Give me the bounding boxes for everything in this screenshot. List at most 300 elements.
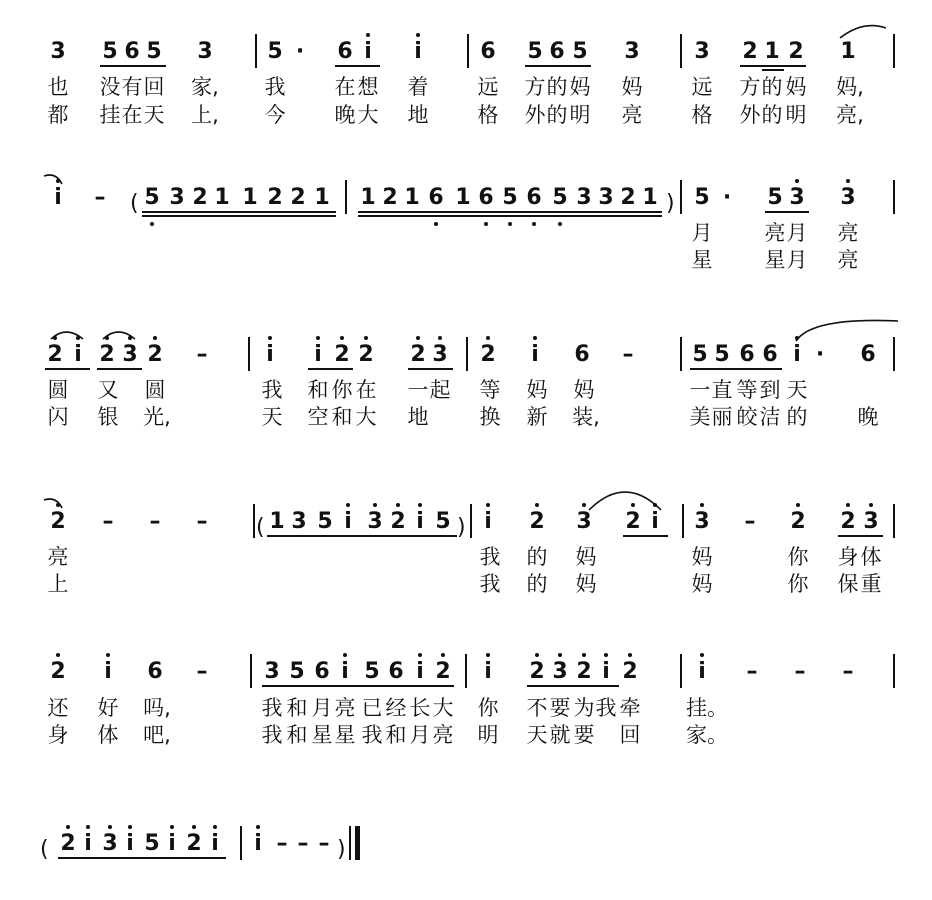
beam-underline bbox=[408, 368, 453, 370]
lyric: 在 bbox=[355, 378, 377, 402]
note: – bbox=[196, 659, 208, 684]
lyric: 亮 bbox=[47, 545, 69, 569]
note bbox=[46, 660, 70, 684]
note: 6 bbox=[480, 39, 496, 64]
bar-line bbox=[467, 34, 469, 68]
lyric: 圆 bbox=[144, 378, 166, 402]
lyric: 你 bbox=[331, 378, 353, 402]
octave-dot bbox=[343, 653, 347, 657]
octave-dot bbox=[128, 825, 132, 829]
tie-arc bbox=[42, 172, 66, 188]
lyric: 光, bbox=[143, 405, 171, 429]
lyric: 我 bbox=[261, 378, 283, 402]
octave-dot bbox=[373, 503, 377, 507]
note: 1 bbox=[840, 39, 856, 64]
bar-line bbox=[250, 654, 252, 688]
lyric: 的 bbox=[786, 405, 808, 429]
lyric: 地 bbox=[407, 405, 429, 429]
note-digit: 2 bbox=[147, 342, 163, 367]
octave-dot bbox=[106, 653, 110, 657]
note: 1 bbox=[764, 39, 780, 64]
note-digit: 2 bbox=[840, 509, 856, 534]
note-digit: i bbox=[651, 509, 659, 534]
note-digit: 2 bbox=[390, 509, 406, 534]
repeat-paren: ) bbox=[666, 191, 675, 216]
note bbox=[408, 660, 432, 684]
octave-dot bbox=[486, 653, 490, 657]
note: 6 bbox=[388, 659, 404, 684]
lyric: 一 bbox=[407, 378, 429, 402]
note bbox=[572, 510, 596, 534]
note bbox=[46, 510, 70, 534]
lyric: 没 bbox=[99, 75, 121, 99]
bar-line bbox=[465, 654, 467, 688]
beam-underline bbox=[142, 215, 336, 217]
beam-underline bbox=[740, 65, 806, 67]
note bbox=[621, 510, 645, 534]
lyric: 和 bbox=[286, 696, 308, 720]
lyric: 我 bbox=[479, 545, 501, 569]
note: 3 bbox=[264, 659, 280, 684]
lyric: 亮 bbox=[621, 103, 643, 127]
note-digit: 3 bbox=[694, 509, 710, 534]
note-digit: 2 bbox=[480, 342, 496, 367]
lyric: 妈 bbox=[691, 545, 713, 569]
note: – bbox=[318, 831, 330, 856]
note: – bbox=[842, 659, 854, 684]
repeat-paren: ) bbox=[337, 837, 346, 862]
note: 5 bbox=[144, 831, 160, 856]
beam-underline bbox=[267, 535, 457, 537]
note: 5 bbox=[317, 509, 333, 534]
octave-dot bbox=[418, 653, 422, 657]
note-digit: 2 bbox=[99, 342, 115, 367]
note-digit: i bbox=[211, 831, 219, 856]
octave-dot bbox=[535, 653, 539, 657]
lyric: 身 bbox=[837, 545, 859, 569]
lyric: 的 bbox=[761, 75, 783, 99]
lyric: 长 bbox=[409, 696, 431, 720]
note: 1 bbox=[455, 185, 471, 210]
octave-dot bbox=[846, 179, 850, 183]
note-digit: 5 bbox=[144, 185, 160, 210]
note bbox=[354, 343, 378, 367]
lyric: 你 bbox=[477, 696, 499, 720]
beam-underline bbox=[100, 65, 166, 67]
lyric: 一 bbox=[689, 378, 711, 402]
lyric: 挂 bbox=[99, 103, 121, 127]
lyric: 在 bbox=[334, 75, 356, 99]
note: 5 bbox=[767, 185, 783, 210]
lyric: 大 bbox=[357, 103, 379, 127]
note: 2 bbox=[620, 185, 636, 210]
lyric: 体 bbox=[860, 545, 882, 569]
note: · bbox=[295, 39, 305, 64]
lyric: 到 bbox=[759, 378, 781, 402]
note-digit: 2 bbox=[435, 659, 451, 684]
lyric: 皎 bbox=[736, 405, 758, 429]
note: 5 bbox=[102, 39, 118, 64]
lyric: 的 bbox=[526, 572, 548, 596]
note bbox=[643, 510, 667, 534]
lyric: 的 bbox=[526, 545, 548, 569]
lyric: 我 bbox=[261, 696, 283, 720]
lyric: 晚 bbox=[334, 103, 356, 127]
note: 2 bbox=[192, 185, 208, 210]
bar-line bbox=[466, 337, 468, 371]
note: 2 bbox=[742, 39, 758, 64]
lyric: 就 bbox=[549, 723, 571, 747]
note: – bbox=[744, 509, 756, 534]
lyric: 换 bbox=[479, 405, 501, 429]
octave-dot bbox=[796, 503, 800, 507]
note-digit: 2 bbox=[47, 342, 63, 367]
lyrics-row-5-verse-2 bbox=[0, 722, 932, 748]
note bbox=[594, 660, 618, 684]
note bbox=[836, 510, 860, 534]
note: 6 bbox=[860, 342, 876, 367]
note bbox=[363, 510, 387, 534]
note: 1 bbox=[214, 185, 230, 210]
lyric: 起 bbox=[429, 378, 451, 402]
bar-line bbox=[680, 337, 682, 371]
octave-dot bbox=[700, 503, 704, 507]
note bbox=[428, 343, 452, 367]
note-digit: 2 bbox=[334, 342, 350, 367]
lyrics-row-1-verse-2 bbox=[0, 102, 932, 128]
lyric: 我 bbox=[479, 572, 501, 596]
note bbox=[786, 510, 810, 534]
note bbox=[406, 40, 430, 64]
note-digit: i bbox=[414, 39, 422, 64]
lyric: 我 bbox=[261, 723, 283, 747]
note bbox=[523, 343, 547, 367]
note: – bbox=[102, 509, 114, 534]
lyric: 要 bbox=[573, 723, 595, 747]
note bbox=[408, 510, 432, 534]
lyric: 经 bbox=[385, 696, 407, 720]
note-digit: 3 bbox=[576, 509, 592, 534]
lyric: 丽 bbox=[711, 405, 733, 429]
bar-line bbox=[680, 654, 682, 688]
note bbox=[548, 660, 572, 684]
octave-dot bbox=[628, 653, 632, 657]
note: 1 bbox=[642, 185, 658, 210]
lyric: 妈 bbox=[575, 545, 597, 569]
repeat-paren: ( bbox=[40, 837, 49, 862]
lyric: 妈 bbox=[526, 378, 548, 402]
lyric: 你 bbox=[787, 572, 809, 596]
note bbox=[333, 660, 357, 684]
slur-arc bbox=[48, 327, 88, 341]
beam-underline bbox=[142, 211, 336, 213]
note: · bbox=[722, 185, 732, 210]
lyric: 亮 bbox=[837, 221, 859, 245]
bar-line bbox=[248, 337, 250, 371]
lyric: 圆 bbox=[47, 378, 69, 402]
lyric: 家, bbox=[191, 75, 219, 99]
note: 5 bbox=[267, 39, 283, 64]
slur-arc bbox=[100, 327, 140, 341]
tie-arc bbox=[792, 317, 902, 343]
lyric: 格 bbox=[691, 103, 713, 127]
lyric: 体 bbox=[97, 723, 119, 747]
note: 5 bbox=[694, 185, 710, 210]
note: 3 bbox=[598, 185, 614, 210]
lyric: 你 bbox=[787, 545, 809, 569]
lyric: 还 bbox=[47, 696, 69, 720]
note-digit: i bbox=[254, 831, 262, 856]
note: 1 bbox=[269, 509, 285, 534]
lyric: 在 bbox=[121, 103, 143, 127]
octave-dot bbox=[340, 336, 344, 340]
note-digit: i bbox=[602, 659, 610, 684]
note bbox=[76, 832, 100, 856]
lyric: 等 bbox=[479, 378, 501, 402]
note-digit: 2 bbox=[622, 659, 638, 684]
note bbox=[572, 660, 596, 684]
note bbox=[522, 186, 546, 210]
octave-dot bbox=[268, 336, 272, 340]
beam-underline bbox=[527, 685, 619, 687]
note bbox=[618, 660, 642, 684]
octave-dot bbox=[558, 653, 562, 657]
note-digit: i bbox=[484, 509, 492, 534]
repeat-paren: ( bbox=[130, 191, 139, 216]
note bbox=[258, 343, 282, 367]
note-digit: i bbox=[168, 831, 176, 856]
note: 6 bbox=[147, 659, 163, 684]
lyric: 天 bbox=[261, 405, 283, 429]
octave-dot bbox=[535, 503, 539, 507]
note-digit: 3 bbox=[367, 509, 383, 534]
note bbox=[336, 510, 360, 534]
lyric: 上, bbox=[191, 103, 219, 127]
lyric: 明 bbox=[477, 723, 499, 747]
note-digit: 2 bbox=[60, 831, 76, 856]
bar-line bbox=[682, 504, 684, 538]
repeat-paren: ) bbox=[457, 515, 466, 540]
lyric: 我 bbox=[595, 696, 617, 720]
lyric: 星 bbox=[764, 248, 786, 272]
lyric: 天 bbox=[526, 723, 548, 747]
beam-underline bbox=[262, 685, 454, 687]
octave-dot bbox=[438, 336, 442, 340]
lyric: 方 bbox=[739, 75, 761, 99]
beam-underline bbox=[525, 65, 591, 67]
note-digit: 6 bbox=[478, 185, 494, 210]
octave-dot bbox=[213, 825, 217, 829]
note-digit: 2 bbox=[576, 659, 592, 684]
beam-underline bbox=[838, 535, 883, 537]
note: · bbox=[815, 342, 825, 367]
note bbox=[690, 510, 714, 534]
beam-underline bbox=[358, 211, 662, 213]
note bbox=[118, 832, 142, 856]
lyric: 和 bbox=[331, 405, 353, 429]
note bbox=[406, 343, 430, 367]
lyric: 亮, bbox=[836, 103, 864, 127]
octave-dot bbox=[869, 503, 873, 507]
lyrics-row-4-verse-2 bbox=[0, 571, 932, 597]
note: 3 bbox=[197, 39, 213, 64]
note: 5 bbox=[364, 659, 380, 684]
note-digit: 2 bbox=[186, 831, 202, 856]
bar-line bbox=[240, 826, 242, 860]
lyric: 我 bbox=[264, 75, 286, 99]
note-digit: i bbox=[266, 342, 274, 367]
note: – bbox=[196, 342, 208, 367]
note bbox=[498, 186, 522, 210]
note: 5 bbox=[527, 39, 543, 64]
octave-dot bbox=[192, 825, 196, 829]
bar-line bbox=[680, 180, 682, 214]
note: 3 bbox=[291, 509, 307, 534]
note: 5 bbox=[289, 659, 305, 684]
lyric: 星 bbox=[334, 723, 356, 747]
note: – bbox=[149, 509, 161, 534]
note: 6 bbox=[574, 342, 590, 367]
octave-dot bbox=[316, 336, 320, 340]
note-digit: 2 bbox=[50, 659, 66, 684]
lyric: 妈 bbox=[575, 572, 597, 596]
lyric: 妈 bbox=[573, 378, 595, 402]
lyric: 为 bbox=[573, 696, 595, 720]
beam-underline bbox=[308, 368, 353, 370]
lyric: 已 bbox=[361, 696, 383, 720]
lyric: 明 bbox=[569, 103, 591, 127]
note-digit: i bbox=[793, 342, 801, 367]
note bbox=[66, 343, 90, 367]
notes-row-2 bbox=[0, 186, 932, 214]
octave-dot bbox=[416, 33, 420, 37]
lyric: 保 bbox=[837, 572, 859, 596]
lyric: 亮 bbox=[837, 248, 859, 272]
notes-row-4 bbox=[0, 510, 932, 538]
lyric: 亮 bbox=[334, 696, 356, 720]
note bbox=[476, 660, 500, 684]
octave-dot bbox=[256, 825, 260, 829]
octave-dot bbox=[366, 33, 370, 37]
note: 1 bbox=[404, 185, 420, 210]
lyric: 空 bbox=[307, 405, 329, 429]
lyric: 妈 bbox=[569, 75, 591, 99]
note-digit: 3 bbox=[552, 659, 568, 684]
lyric: 和 bbox=[385, 723, 407, 747]
lyric: 有 bbox=[121, 75, 143, 99]
lyric: 妈 bbox=[621, 75, 643, 99]
tie-arc bbox=[838, 24, 888, 44]
note-digit: 3 bbox=[102, 831, 118, 856]
lyric: 星 bbox=[691, 248, 713, 272]
note-digit: i bbox=[344, 509, 352, 534]
octave-dot bbox=[153, 336, 157, 340]
lyric: 外 bbox=[739, 103, 761, 127]
lyrics-row-3-verse-1 bbox=[0, 377, 932, 403]
note: 5 bbox=[714, 342, 730, 367]
note bbox=[476, 343, 500, 367]
lyric: 我 bbox=[361, 723, 383, 747]
octave-dot bbox=[346, 503, 350, 507]
note-digit: 6 bbox=[526, 185, 542, 210]
note: 3 bbox=[694, 39, 710, 64]
note: – bbox=[622, 342, 634, 367]
note-digit: 2 bbox=[358, 342, 374, 367]
octave-dot bbox=[170, 825, 174, 829]
note-digit: i bbox=[416, 509, 424, 534]
note bbox=[306, 343, 330, 367]
note-digit: i bbox=[484, 659, 492, 684]
note-digit: i bbox=[341, 659, 349, 684]
note-digit: i bbox=[531, 342, 539, 367]
tie-arc bbox=[42, 496, 66, 512]
beam-underline bbox=[358, 215, 662, 217]
note bbox=[476, 510, 500, 534]
note bbox=[246, 832, 270, 856]
note: 3 bbox=[50, 39, 66, 64]
note-digit: i bbox=[698, 659, 706, 684]
lyric: 妈 bbox=[691, 572, 713, 596]
note-digit: 6 bbox=[428, 185, 444, 210]
note: 5 bbox=[435, 509, 451, 534]
lyric: 上 bbox=[47, 572, 69, 596]
lyric: 月 bbox=[691, 221, 713, 245]
note-digit: i bbox=[314, 342, 322, 367]
lyric: 又 bbox=[97, 378, 119, 402]
lyrics-row-5-verse-1 bbox=[0, 695, 932, 721]
bar-line bbox=[345, 180, 347, 214]
note: 6 bbox=[314, 659, 330, 684]
notes-row-6 bbox=[0, 832, 932, 860]
note bbox=[474, 186, 498, 210]
lyric: 想 bbox=[357, 75, 379, 99]
note bbox=[859, 510, 883, 534]
octave-dot bbox=[108, 825, 112, 829]
beam-underline bbox=[335, 65, 380, 67]
lyric: 闪 bbox=[47, 405, 69, 429]
lyric: 回 bbox=[143, 75, 165, 99]
lyric: 晚 bbox=[857, 405, 879, 429]
lyric: 身 bbox=[47, 723, 69, 747]
note bbox=[548, 186, 572, 210]
lyric: 好 bbox=[97, 696, 119, 720]
note: – bbox=[746, 659, 758, 684]
beam-underline bbox=[58, 857, 226, 859]
note: 6 bbox=[549, 39, 565, 64]
beam-underline bbox=[97, 368, 142, 370]
slur-arc bbox=[585, 488, 665, 512]
lyric: 回 bbox=[619, 723, 641, 747]
beam-underline bbox=[765, 211, 809, 213]
final-bar-thin bbox=[349, 826, 351, 860]
lyric: 地 bbox=[407, 103, 429, 127]
note-digit: 2 bbox=[410, 342, 426, 367]
note bbox=[143, 343, 167, 367]
note bbox=[330, 343, 354, 367]
note: 5 bbox=[572, 39, 588, 64]
note-digit: 3 bbox=[863, 509, 879, 534]
lyric: 的 bbox=[546, 103, 568, 127]
note: 3 bbox=[624, 39, 640, 64]
lyrics-row-2-verse-1 bbox=[0, 220, 932, 246]
note: 3 bbox=[169, 185, 185, 210]
note-digit: 3 bbox=[789, 185, 805, 210]
lyric: 都 bbox=[47, 103, 69, 127]
octave-dot bbox=[604, 653, 608, 657]
lyric: 的 bbox=[761, 103, 783, 127]
note bbox=[424, 186, 448, 210]
note bbox=[356, 40, 380, 64]
